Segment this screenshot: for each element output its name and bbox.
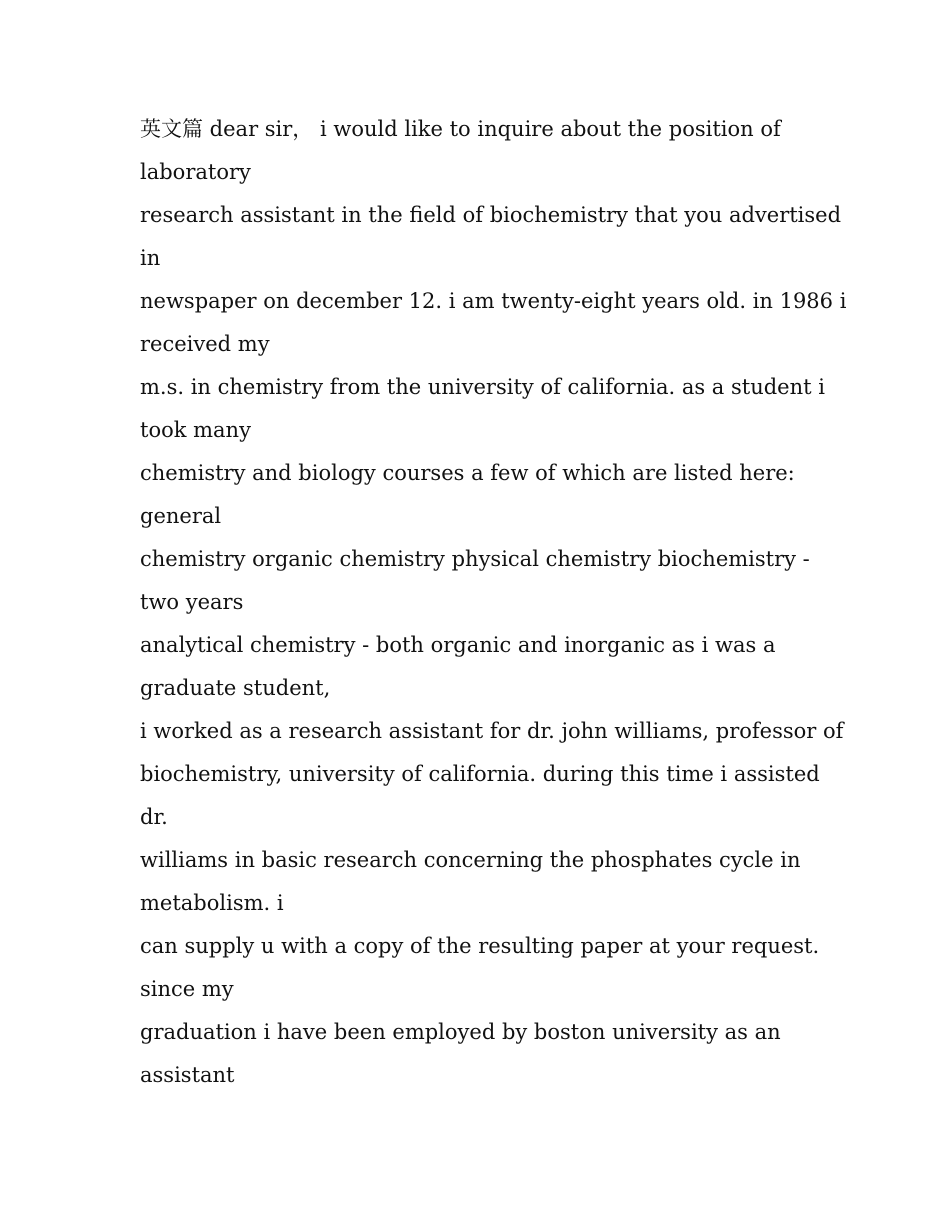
text-line: analytical chemistry - both organic and inorganic as i was a (140, 633, 776, 657)
text-line: 英文篇 dear sir， i would like to inquire about the position of (140, 117, 781, 141)
text-line: in (140, 246, 161, 270)
text-line: graduate student, (140, 676, 331, 700)
text-line: metabolism. i (140, 891, 284, 915)
text-line: williams in basic research concerning the phosphates cycle in (140, 848, 801, 872)
text-line: dr. (140, 805, 168, 829)
document-body (140, 108, 847, 1097)
text-line: can supply u with a copy of the resulting paper at your request. (140, 934, 820, 958)
text-line: took many (140, 418, 251, 442)
text-line: laboratory (140, 160, 251, 184)
text-line: i worked as a research assistant for dr. john williams, professor of (140, 719, 844, 743)
text-line: chemistry and biology courses a few of which are listed here: (140, 461, 795, 485)
text-line: newspaper on december 12. i am twenty-eight years old. in 1986 i (140, 289, 847, 313)
text-line: biochemistry, university of california. during this time i assisted (140, 762, 820, 786)
text-line: received my (140, 332, 270, 356)
text-line: assistant (140, 1063, 235, 1087)
text-line: two years (140, 590, 244, 614)
text-line: chemistry organic chemistry physical chemistry biochemistry - (140, 547, 810, 571)
text-line: graduation i have been employed by boston university as an (140, 1020, 781, 1044)
text-line: general (140, 504, 222, 528)
text-line: since my (140, 977, 234, 1001)
text-line: m.s. in chemistry from the university of california. as a student i (140, 375, 825, 399)
text-line: research assistant in the field of biochemistry that you advertised (140, 203, 842, 227)
